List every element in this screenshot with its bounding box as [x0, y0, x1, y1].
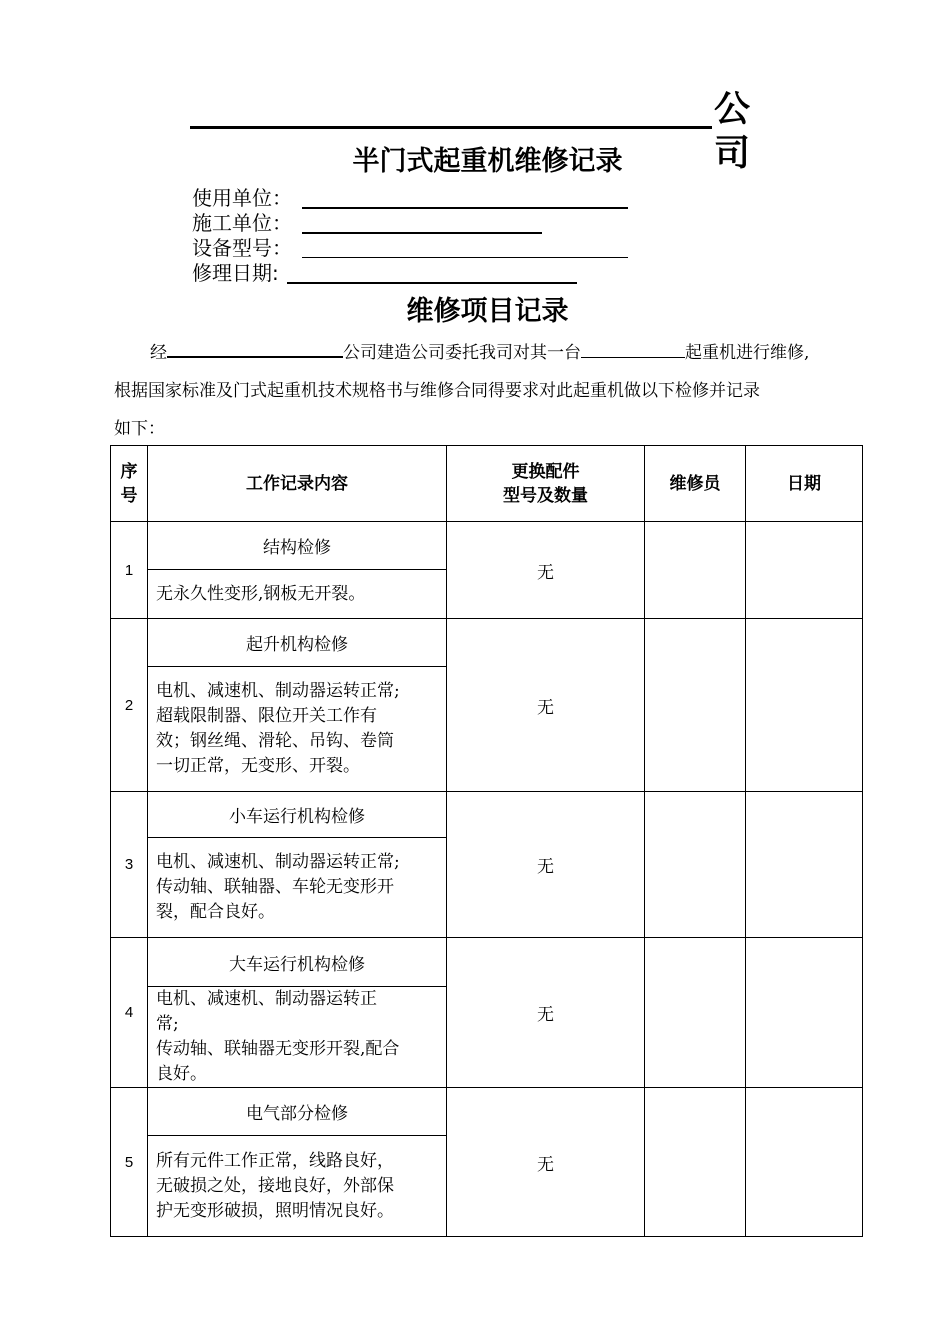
construction-unit-label: 施工单位：: [192, 211, 292, 235]
paragraph-text-2: 公司建造公司委托我司对其一台: [343, 343, 581, 363]
row-parts: 无: [447, 792, 645, 938]
equipment-model-blank[interactable]: [302, 257, 628, 258]
table-row: [111, 1088, 863, 1136]
header-seq: 序 号: [111, 446, 148, 522]
row-title: 大车运行机构检修: [148, 938, 447, 987]
row-repairer-cell[interactable]: [645, 619, 746, 792]
crane-model-blank[interactable]: [581, 335, 685, 358]
header-date: 日期: [746, 446, 863, 522]
repair-records-table: [110, 445, 863, 1237]
header-parts: 更换配件 型号及数量: [447, 446, 645, 522]
row-description: 电机、减速机、制动器运转正 常; 传动轴、联轴器无变形开裂,配合 良好。: [148, 987, 447, 1088]
paragraph-line-3: 如下：: [114, 419, 165, 439]
row-repairer-cell[interactable]: [645, 522, 746, 619]
row-number: 5: [111, 1088, 148, 1237]
page-title: 半门式起重机维修记录: [352, 146, 623, 177]
table-header-row: [111, 446, 863, 522]
client-company-blank[interactable]: [167, 334, 343, 358]
row-description: 电机、减速机、制动器运转正常; 传动轴、联轴器、车轮无变形开 裂，配合良好。: [148, 838, 447, 938]
row-date-cell[interactable]: [746, 522, 863, 619]
construction-unit-blank[interactable]: [302, 232, 542, 234]
section-title: 维修项目记录: [406, 296, 569, 327]
row-date-cell[interactable]: [746, 619, 863, 792]
row-number: 4: [111, 938, 148, 1088]
row-number: 1: [111, 522, 148, 619]
row-title: 结构检修: [148, 522, 447, 570]
info-block: [192, 186, 292, 286]
table-row: [111, 792, 863, 838]
row-date-cell[interactable]: [746, 938, 863, 1088]
paragraph-text-3: 起重机进行维修,: [685, 343, 810, 363]
row-parts: 无: [447, 938, 645, 1088]
row-title: 起升机构检修: [148, 619, 447, 667]
equipment-model-label: 设备型号：: [192, 236, 292, 260]
construction-unit-row: [192, 211, 292, 236]
paragraph-line-2: 根据国家标准及门式起重机技术规格书与维修合同得要求对此起重机做以下检修并记录: [114, 381, 760, 401]
row-description: 无永久性变形,钢板无开裂。: [148, 570, 447, 619]
row-parts: 无: [447, 1088, 645, 1237]
row-number: 3: [111, 792, 148, 938]
row-repairer-cell[interactable]: [645, 938, 746, 1088]
user-unit-blank[interactable]: [302, 207, 628, 209]
user-unit-label: 使用单位：: [192, 186, 292, 210]
row-description: 所有元件工作正常，线路良好， 无破损之处，接地良好，外部保 护无变形破损，照明情况良好。: [148, 1136, 447, 1237]
repair-date-blank[interactable]: [287, 282, 577, 284]
repair-date-label: 修理日期:: [192, 261, 279, 285]
company-suffix: 公司: [714, 89, 751, 174]
row-number: 2: [111, 619, 148, 792]
row-parts: 无: [447, 522, 645, 619]
row-description: 电机、减速机、制动器运转正常; 超载限制器、限位开关工作有 效；钢丝绳、滑轮、吊钩、卷筒 一切正常，无变形、开裂。: [148, 667, 447, 792]
row-title: 小车运行机构检修: [148, 792, 447, 838]
row-title: 电气部分检修: [148, 1088, 447, 1136]
repair-date-row: [192, 261, 292, 286]
row-repairer-cell[interactable]: [645, 1088, 746, 1237]
row-date-cell[interactable]: [746, 1088, 863, 1237]
equipment-model-row: [192, 236, 292, 261]
intro-paragraph: [114, 334, 874, 448]
company-name-blank[interactable]: [190, 126, 712, 129]
row-parts: 无: [447, 619, 645, 792]
row-date-cell[interactable]: [746, 792, 863, 938]
table-row: [111, 938, 863, 987]
paragraph-line-1: [114, 334, 874, 372]
header-content: 工作记录内容: [148, 446, 447, 522]
row-repairer-cell[interactable]: [645, 792, 746, 938]
header-repairer: 维修员: [645, 446, 746, 522]
paragraph-text-1: 经: [150, 343, 167, 363]
table-row: [111, 522, 863, 570]
user-unit-row: [192, 186, 292, 211]
table-row: [111, 619, 863, 667]
